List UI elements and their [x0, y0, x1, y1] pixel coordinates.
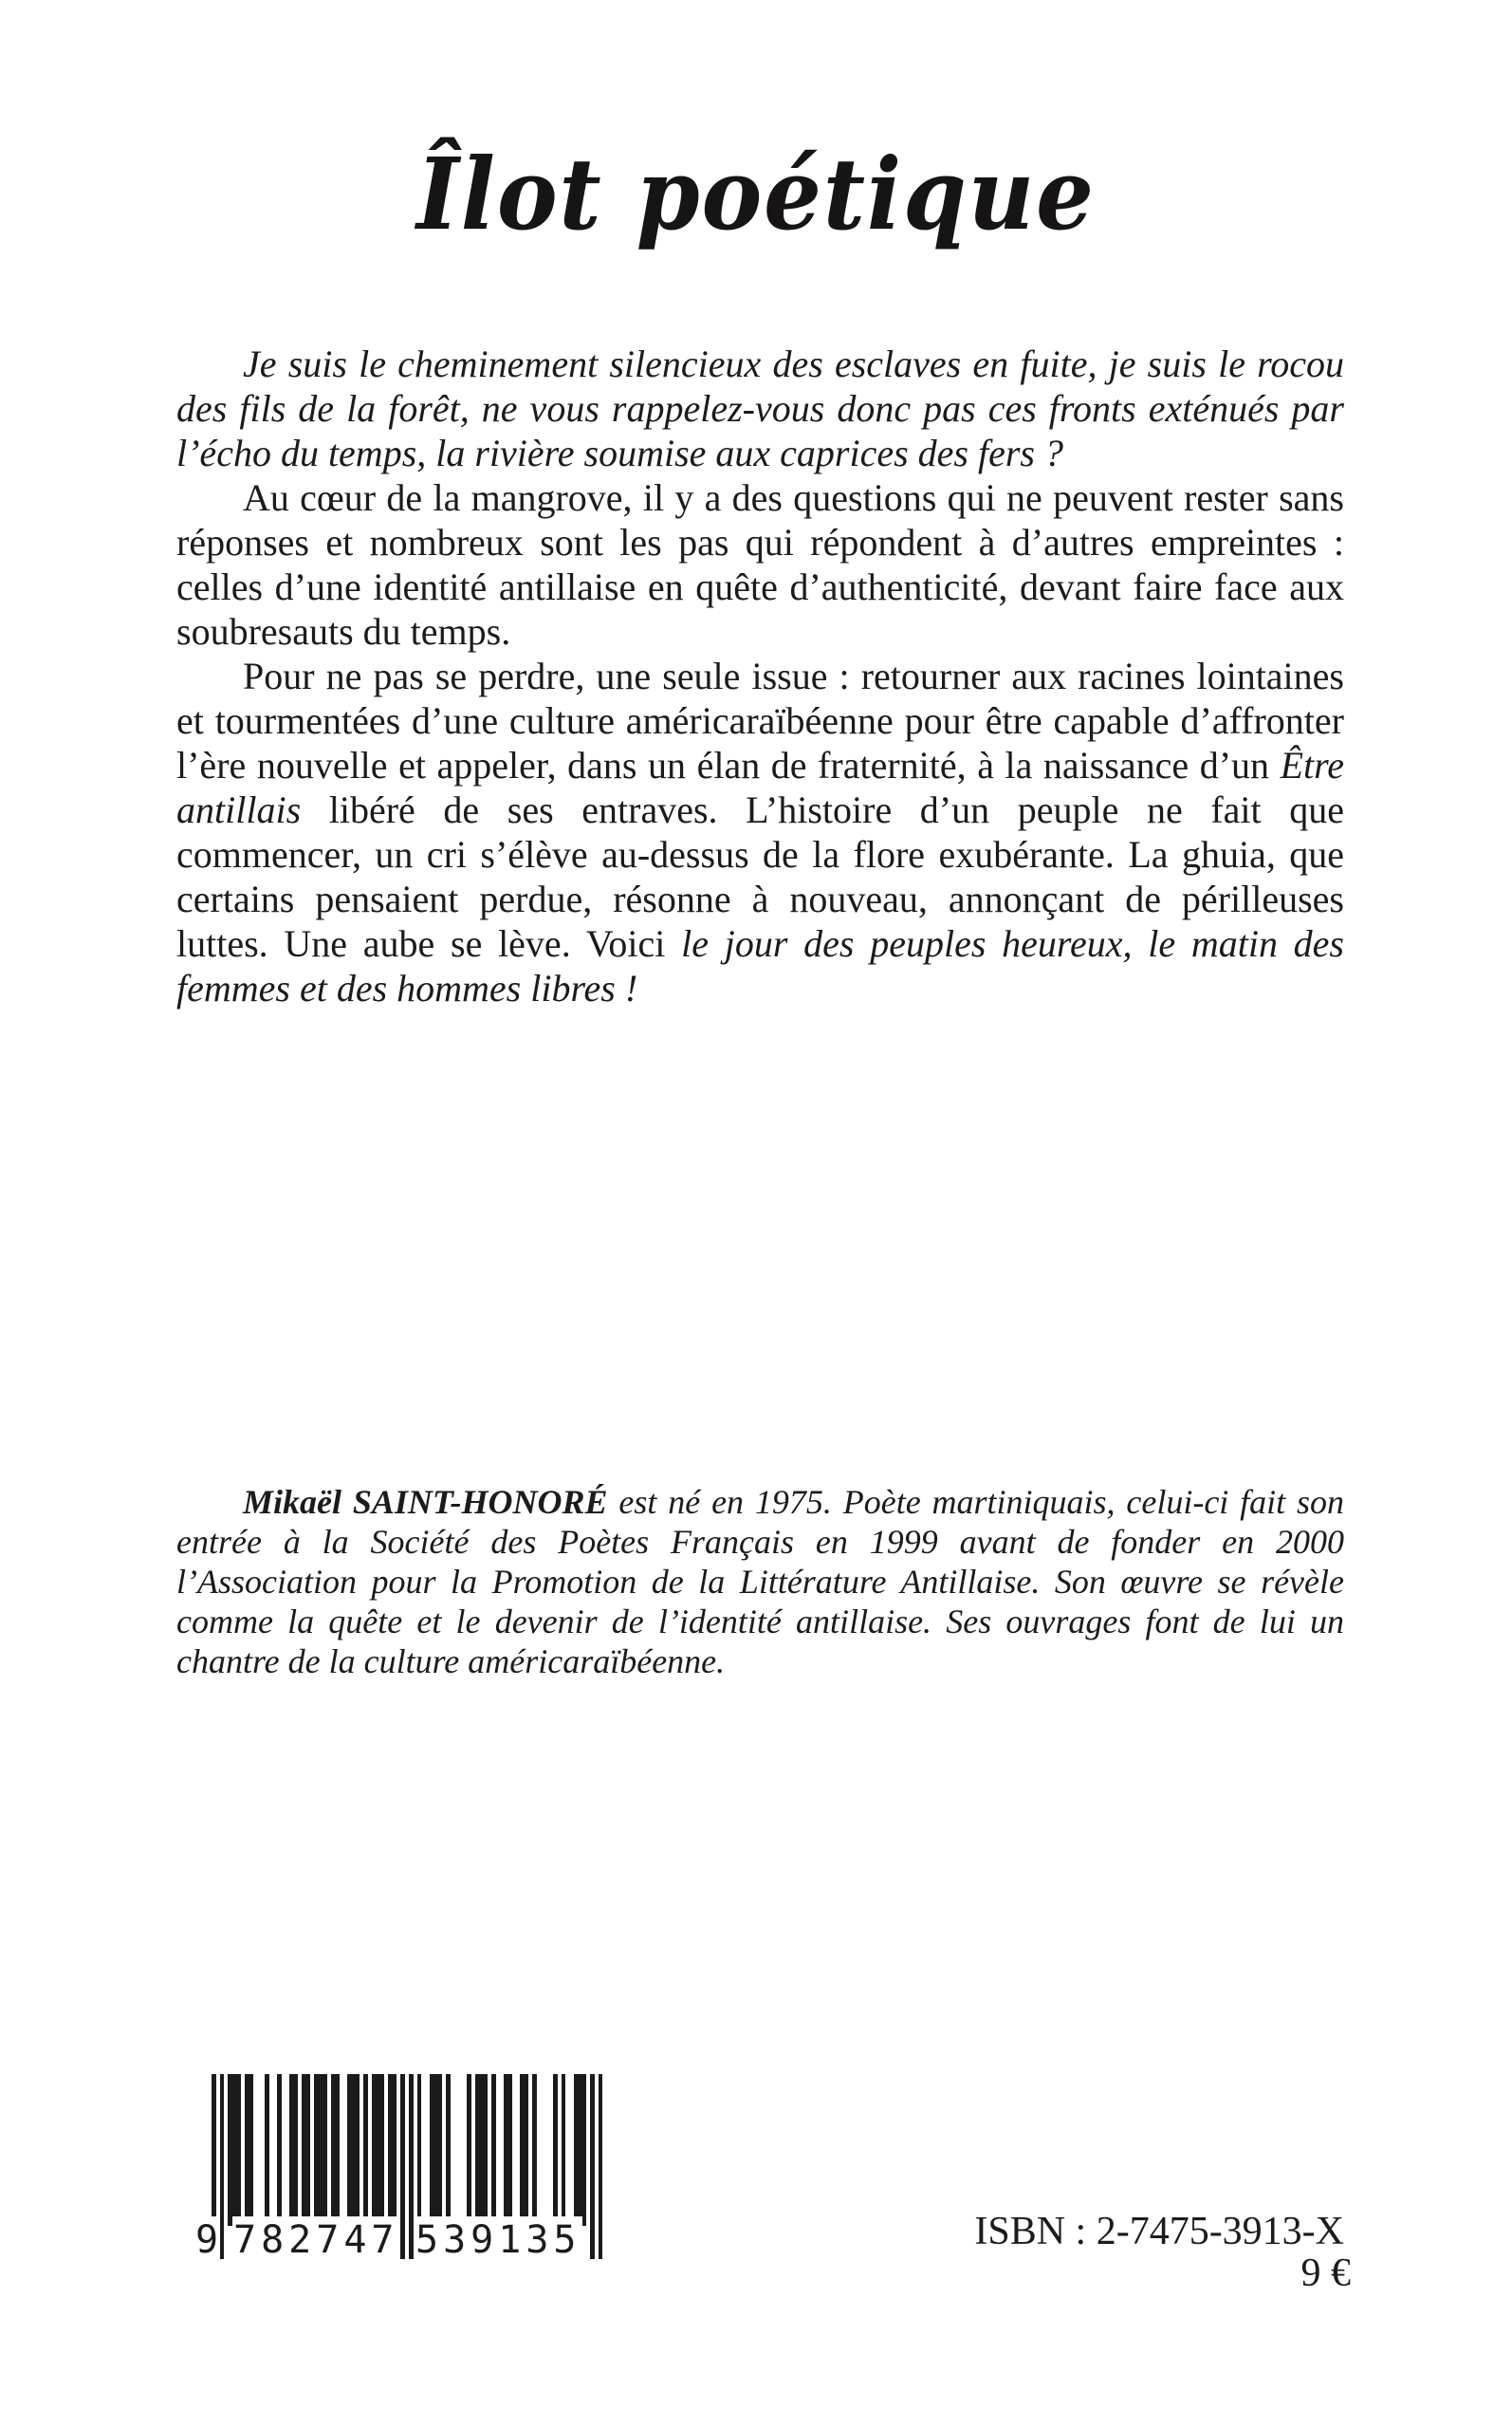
blurb-emphasis: le jour des peuples heureux, le matin des femmes et des hommes libres !: [176, 922, 1344, 1010]
barcode-bar: [294, 2074, 299, 2226]
author-name: Mikaël SAINT-HONORÉ: [243, 1483, 608, 1521]
barcode-bar: [323, 2074, 327, 2226]
barcode-bar: [417, 2074, 422, 2226]
barcode-bar: [363, 2074, 368, 2226]
barcode-bar: [356, 2074, 360, 2226]
barcode-bar: [277, 2074, 282, 2226]
isbn: ISBN : 2-7475-3913-X: [974, 2210, 1344, 2253]
barcode-digit-lead: 9: [195, 2218, 219, 2262]
barcode-digits-left: 782747: [233, 2218, 399, 2262]
barcode-bar: [491, 2074, 496, 2226]
barcode-bar: [380, 2074, 385, 2226]
blurb-text: libéré de ses entraves. L’histoire d’un peuple ne fait que commencer, un cri s’élève au-dessus de la flore exubérante. La ghuia, que certains pensaient perdue, résonne à nouveau, annonçant de périlleuses luttes. Une aube se lève. Voici: [176, 788, 1344, 965]
author-bio: [176, 1482, 1344, 1681]
blurb-paragraph-2: Au cœur de la mangrove, il y a des questions qui ne peuvent rester sans réponses et nombreux sont les pas qui répondent à d’autres empreintes : celles d’une identité antillaise en quête d’authenticité, devant faire face aux soubresauts du temps.: [176, 476, 1344, 653]
barcode-bar: [532, 2074, 537, 2226]
barcode-bar: [438, 2074, 443, 2226]
price: 9 €: [1300, 2251, 1351, 2295]
blurb: [176, 342, 1344, 1010]
barcode-bar: [553, 2074, 558, 2226]
barcode-bar: [446, 2074, 451, 2226]
barcode-bar: [483, 2074, 488, 2226]
blurb-paragraph-3: [176, 654, 1344, 1010]
barcode-bar: [335, 2074, 340, 2226]
barcode-digits: [194, 2216, 612, 2264]
barcode-bar: [467, 2074, 471, 2226]
barcode-bar: [236, 2074, 241, 2226]
barcode-bar: [249, 2074, 253, 2226]
barcode-bar: [507, 2074, 512, 2226]
blurb-emphasis: Être antillais: [176, 744, 1344, 831]
author-bio-text: est né en 1975. Poète martiniquais, celui-ci fait son entrée à la Société des Poètes Français en 1999 avant de fonder en 2000 l’Association pour la Promotion de la Littérature Antillaise. Son œuvre se révèle comme la quête et le devenir de l’identité antillaise. Ses ouvrages font de lui un chantre de la culture américaraïbéenne.: [176, 1483, 1344, 1680]
barcode-bar: [393, 2074, 397, 2226]
blurb-text: Pour ne pas se perdre, une seule issue : retourner aux racines lointaines et tourmentées d’une culture américaraïbéenne pour être capable d’affronter l’ère nouvelle et appeler, dans un élan de fraternité, à la naissance d’un: [176, 655, 1344, 787]
blurb-paragraph-1: Je suis le cheminement silencieux des esclaves en fuite, je suis le rocou des fils de la forêt, ne vous rappelez-vous donc pas ces fronts exténués par l’écho du temps, la rivière soumise aux caprices des fers ?: [176, 343, 1344, 474]
barcode-bar: [525, 2074, 529, 2226]
author-bio-paragraph: [176, 1482, 1344, 1681]
barcode: [194, 2074, 612, 2264]
barcode-bar: [562, 2074, 566, 2226]
barcode-bar: [265, 2074, 269, 2226]
barcode-bar: [581, 2074, 586, 2226]
book-title: Îlot poétique: [416, 136, 1096, 252]
barcode-digits-right: 539135: [415, 2218, 581, 2262]
barcode-bar: [306, 2074, 311, 2226]
